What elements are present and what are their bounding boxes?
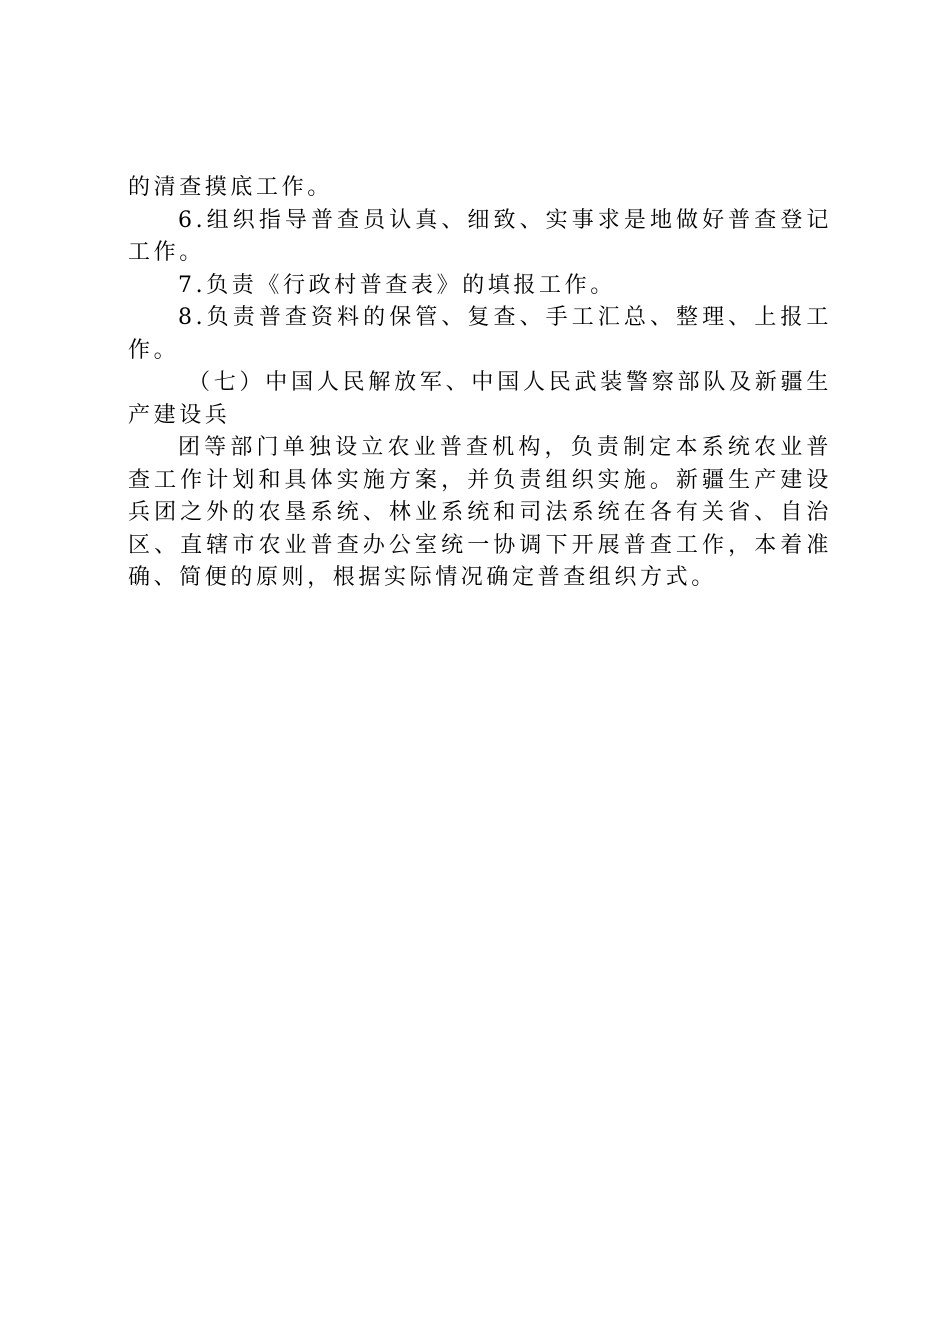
section-heading-7: （七）中国人民解放军、中国人民武装警察部队及新疆生产建设兵	[128, 370, 832, 428]
paragraph-item-8: 8.负责普查资料的保管、复查、手工汇总、整理、上报工作。	[128, 305, 832, 363]
paragraph-section-7-body: 团等部门单独设立农业普查机构，负责制定本系统农业普查工作计划和具体实施方案，并负责组织实施。新疆生产建设兵团之外的农垦系统、林业系统和司法系统在各有关省、自治区、直辖市农业普查办公室统一协调下开展普查工作，本着准确、简便的原则，根据实际情况确定普查组织方式。	[128, 435, 832, 590]
paragraph-continuation: 的清查摸底工作。	[128, 175, 333, 200]
paragraph-item-7: 7.负责《行政村普查表》的填报工作。	[178, 272, 616, 298]
paragraph-item-6: 6.组织指导普查员认真、细致、实事求是地做好普查登记工作。	[128, 207, 832, 265]
document-body	[128, 172, 832, 595]
